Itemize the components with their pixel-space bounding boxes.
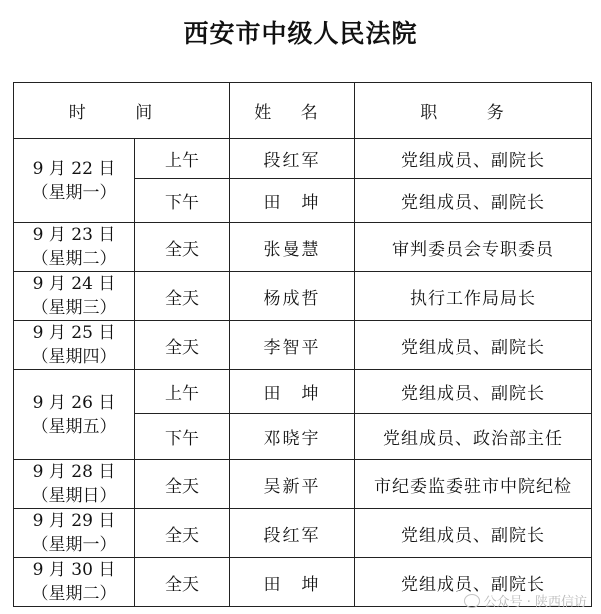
duty-cell: 党组成员、副院长 bbox=[355, 139, 592, 179]
date-text: 9 月 22 日 bbox=[32, 158, 116, 179]
period-cell: 上午 bbox=[135, 370, 230, 414]
header-duty: 职 务 bbox=[355, 83, 592, 139]
table-row bbox=[14, 370, 592, 414]
weekday-text: （星期五） bbox=[31, 416, 117, 437]
name-cell: 李智平 bbox=[230, 321, 355, 370]
period-cell: 全天 bbox=[135, 460, 230, 509]
table-row bbox=[14, 321, 592, 370]
name-cell: 邓晓宇 bbox=[230, 414, 355, 460]
duty-schedule-table bbox=[13, 82, 592, 607]
date-cell bbox=[14, 139, 135, 223]
date-cell bbox=[14, 509, 135, 558]
date-text: 9 月 30 日 bbox=[32, 560, 116, 580]
duty-cell: 党组成员、副院长 bbox=[355, 558, 592, 607]
header-time: 时 间 bbox=[14, 83, 230, 139]
watermark bbox=[464, 591, 587, 610]
period-cell: 下午 bbox=[135, 179, 230, 223]
date-cell bbox=[14, 223, 135, 272]
date-cell bbox=[14, 370, 135, 460]
date-text: 9 月 23 日 bbox=[32, 225, 116, 245]
weekday-text: （星期四） bbox=[31, 347, 117, 367]
duty-cell: 党组成员、副院长 bbox=[355, 370, 592, 414]
name-cell: 田 坤 bbox=[230, 370, 355, 414]
name-cell: 张曼慧 bbox=[230, 223, 355, 272]
period-cell: 上午 bbox=[135, 139, 230, 179]
duty-cell: 党组成员、副院长 bbox=[355, 321, 592, 370]
weekday-text: （星期一） bbox=[31, 182, 117, 203]
date-text: 9 月 28 日 bbox=[32, 462, 116, 482]
weekday-text: （星期二） bbox=[31, 584, 117, 604]
table-row bbox=[14, 460, 592, 509]
period-cell: 全天 bbox=[135, 509, 230, 558]
duty-cell: 党组成员、政治部主任 bbox=[355, 414, 592, 460]
period-cell: 全天 bbox=[135, 272, 230, 321]
watermark-text: 公众号 · 陕西信访 bbox=[483, 595, 587, 610]
name-cell: 段红军 bbox=[230, 509, 355, 558]
date-text: 9 月 26 日 bbox=[32, 392, 116, 413]
date-text: 9 月 29 日 bbox=[32, 511, 116, 531]
table-row bbox=[14, 223, 592, 272]
weekday-text: （星期二） bbox=[31, 249, 117, 269]
date-cell bbox=[14, 460, 135, 509]
period-cell: 全天 bbox=[135, 321, 230, 370]
name-cell: 杨成哲 bbox=[230, 272, 355, 321]
name-cell: 段红军 bbox=[230, 139, 355, 179]
duty-cell: 执行工作局局长 bbox=[355, 272, 592, 321]
name-cell: 田 坤 bbox=[230, 179, 355, 223]
date-text: 9 月 24 日 bbox=[32, 274, 116, 294]
weekday-text: （星期一） bbox=[31, 535, 117, 555]
weekday-text: （星期三） bbox=[31, 298, 117, 318]
duty-cell: 市纪委监委驻市中院纪检 bbox=[355, 460, 592, 509]
date-cell bbox=[14, 558, 135, 607]
table-row bbox=[14, 139, 592, 179]
wechat-icon bbox=[464, 594, 480, 608]
date-text: 9 月 25 日 bbox=[32, 323, 116, 343]
name-cell: 田 坤 bbox=[230, 558, 355, 607]
period-cell: 下午 bbox=[135, 414, 230, 460]
table-header-row bbox=[14, 83, 592, 139]
header-name: 姓 名 bbox=[230, 83, 355, 139]
name-cell: 吴新平 bbox=[230, 460, 355, 509]
date-cell bbox=[14, 321, 135, 370]
period-cell: 全天 bbox=[135, 558, 230, 607]
duty-cell: 审判委员会专职委员 bbox=[355, 223, 592, 272]
table-row bbox=[14, 272, 592, 321]
duty-cell: 党组成员、副院长 bbox=[355, 509, 592, 558]
table-row bbox=[14, 509, 592, 558]
duty-cell: 党组成员、副院长 bbox=[355, 179, 592, 223]
date-cell bbox=[14, 272, 135, 321]
page-title: 西安市中级人民法院 bbox=[183, 19, 418, 48]
weekday-text: （星期日） bbox=[31, 486, 117, 506]
period-cell: 全天 bbox=[135, 223, 230, 272]
